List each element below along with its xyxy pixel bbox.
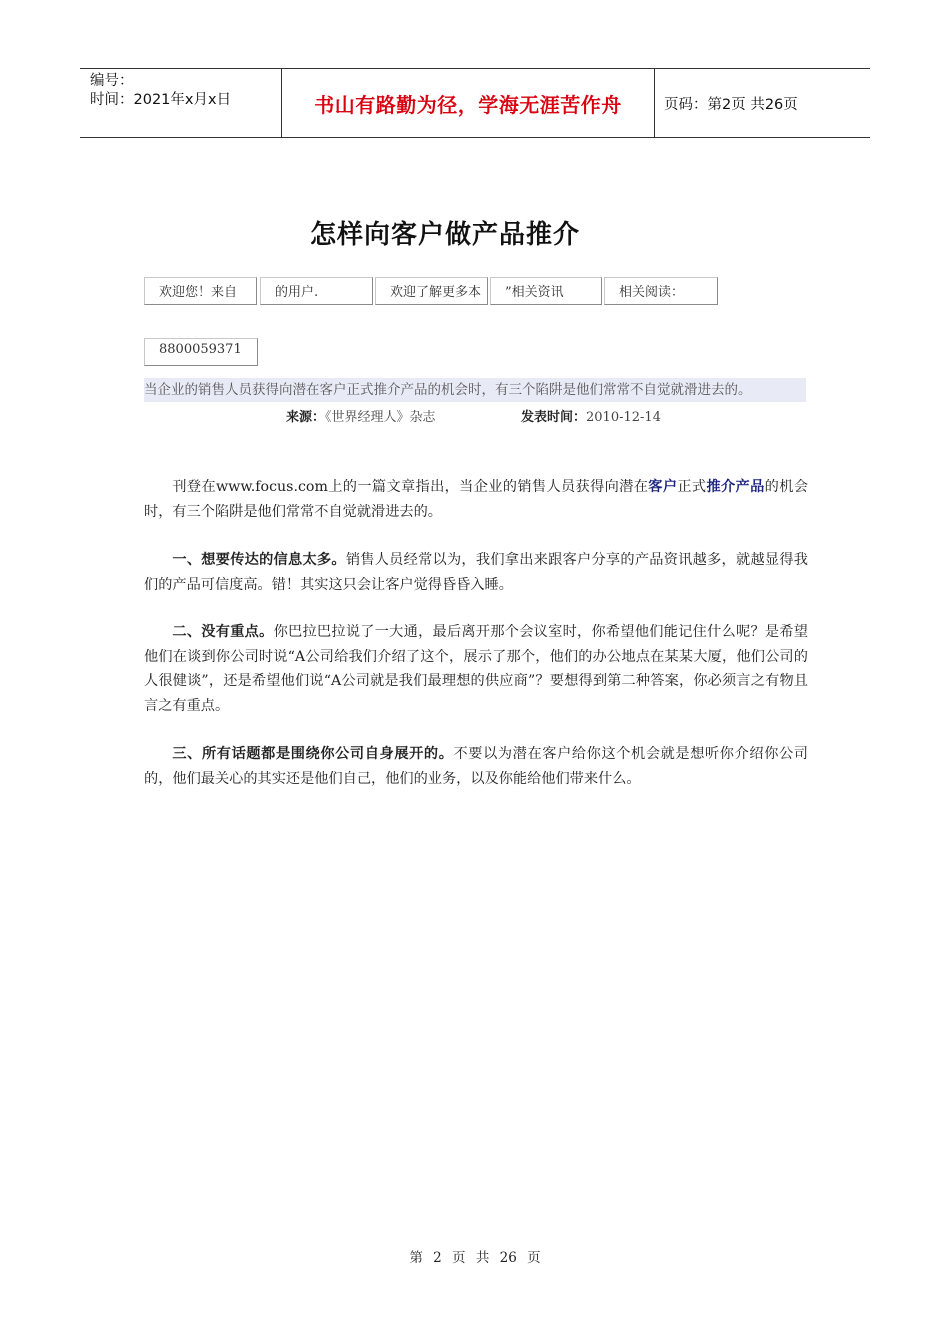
point-one-heading: 一、想要传达的信息太多。 xyxy=(172,552,346,568)
article-date xyxy=(521,406,661,425)
page-header xyxy=(80,68,870,138)
source-value: 《世界经理人》杂志 xyxy=(325,410,436,425)
header-meta xyxy=(90,72,231,110)
article-title: 怎样向客户做产品推介 xyxy=(309,220,580,250)
paragraph-intro xyxy=(144,475,808,524)
article-code-box: 8800059371 xyxy=(144,338,258,366)
paragraph-point-one xyxy=(144,548,808,597)
number-label: 编号： xyxy=(90,73,134,89)
intro-text-mid: 正式 xyxy=(677,479,707,495)
info-box-learn-more: 欢迎了解更多本 xyxy=(375,277,488,305)
info-box-welcome: 欢迎您！来自 xyxy=(144,277,257,305)
info-box-related-reading: 相关阅读： xyxy=(604,277,718,305)
intro-text-end: 的机会时，有三个陷阱是他们常常不自觉就滑进去的。 xyxy=(144,479,808,520)
paragraph-point-two xyxy=(144,620,808,718)
intro-text-start: 刊登在www.focus.com上的一篇文章指出，当企业的销售人员获得向潜在 xyxy=(172,479,649,495)
info-box-related-info: ”相关资讯 xyxy=(490,277,602,305)
date-label: 时间：2021年x月x日 xyxy=(90,92,232,108)
article-source xyxy=(286,406,436,425)
header-divider-right xyxy=(654,69,655,137)
header-page-info: 页码：第2页 共26页 xyxy=(664,97,798,113)
source-label: 来源： xyxy=(286,410,326,425)
header-motto: 书山有路勤为径，学海无涯苦作舟 xyxy=(314,92,622,117)
date-value: 2010-12-14 xyxy=(586,410,661,425)
page-footer: 第 2 页 共 26 页 xyxy=(409,1250,541,1266)
link-product-promotion[interactable]: 推介产品 xyxy=(706,479,765,495)
point-three-text: 不要以为潜在客户给你这个机会就是想听你介绍你公司的，他们最关心的其实还是他们自己，他们的业务，以及你能给他们带来什么。 xyxy=(144,746,808,787)
point-three-heading: 三、所有话题都是围绕你公司自身展开的。 xyxy=(172,746,454,762)
point-two-heading: 二、没有重点。 xyxy=(172,624,274,640)
date-label: 发表时间： xyxy=(521,410,587,425)
info-box-user: 的用户. xyxy=(260,277,373,305)
paragraph-point-three xyxy=(144,742,808,791)
article-summary: 当企业的销售人员获得向潜在客户正式推介产品的机会时，有三个陷阱是他们常常不自觉就滑进去的。 xyxy=(144,378,806,402)
point-two-text: 你巴拉巴拉说了一大通，最后离开那个会议室时，你希望他们能记住什么呢？是希望他们在谈到你公司时说“A公司给我们介绍了这个，展示了那个，他们的办公地点在某某大厦，他们公司的人很健谈”，还是希望他们说“A公司就是我们最理想的供应商”？要想得到第二种答案，你必须言之有物且言之有重点。 xyxy=(144,624,808,714)
point-one-text: 销售人员经常以为，我们拿出来跟客户分享的产品资讯越多，就越显得我们的产品可信度高。错！其实这只会让客户觉得昏昏入睡。 xyxy=(144,552,808,593)
link-customer[interactable]: 客户 xyxy=(648,479,678,495)
